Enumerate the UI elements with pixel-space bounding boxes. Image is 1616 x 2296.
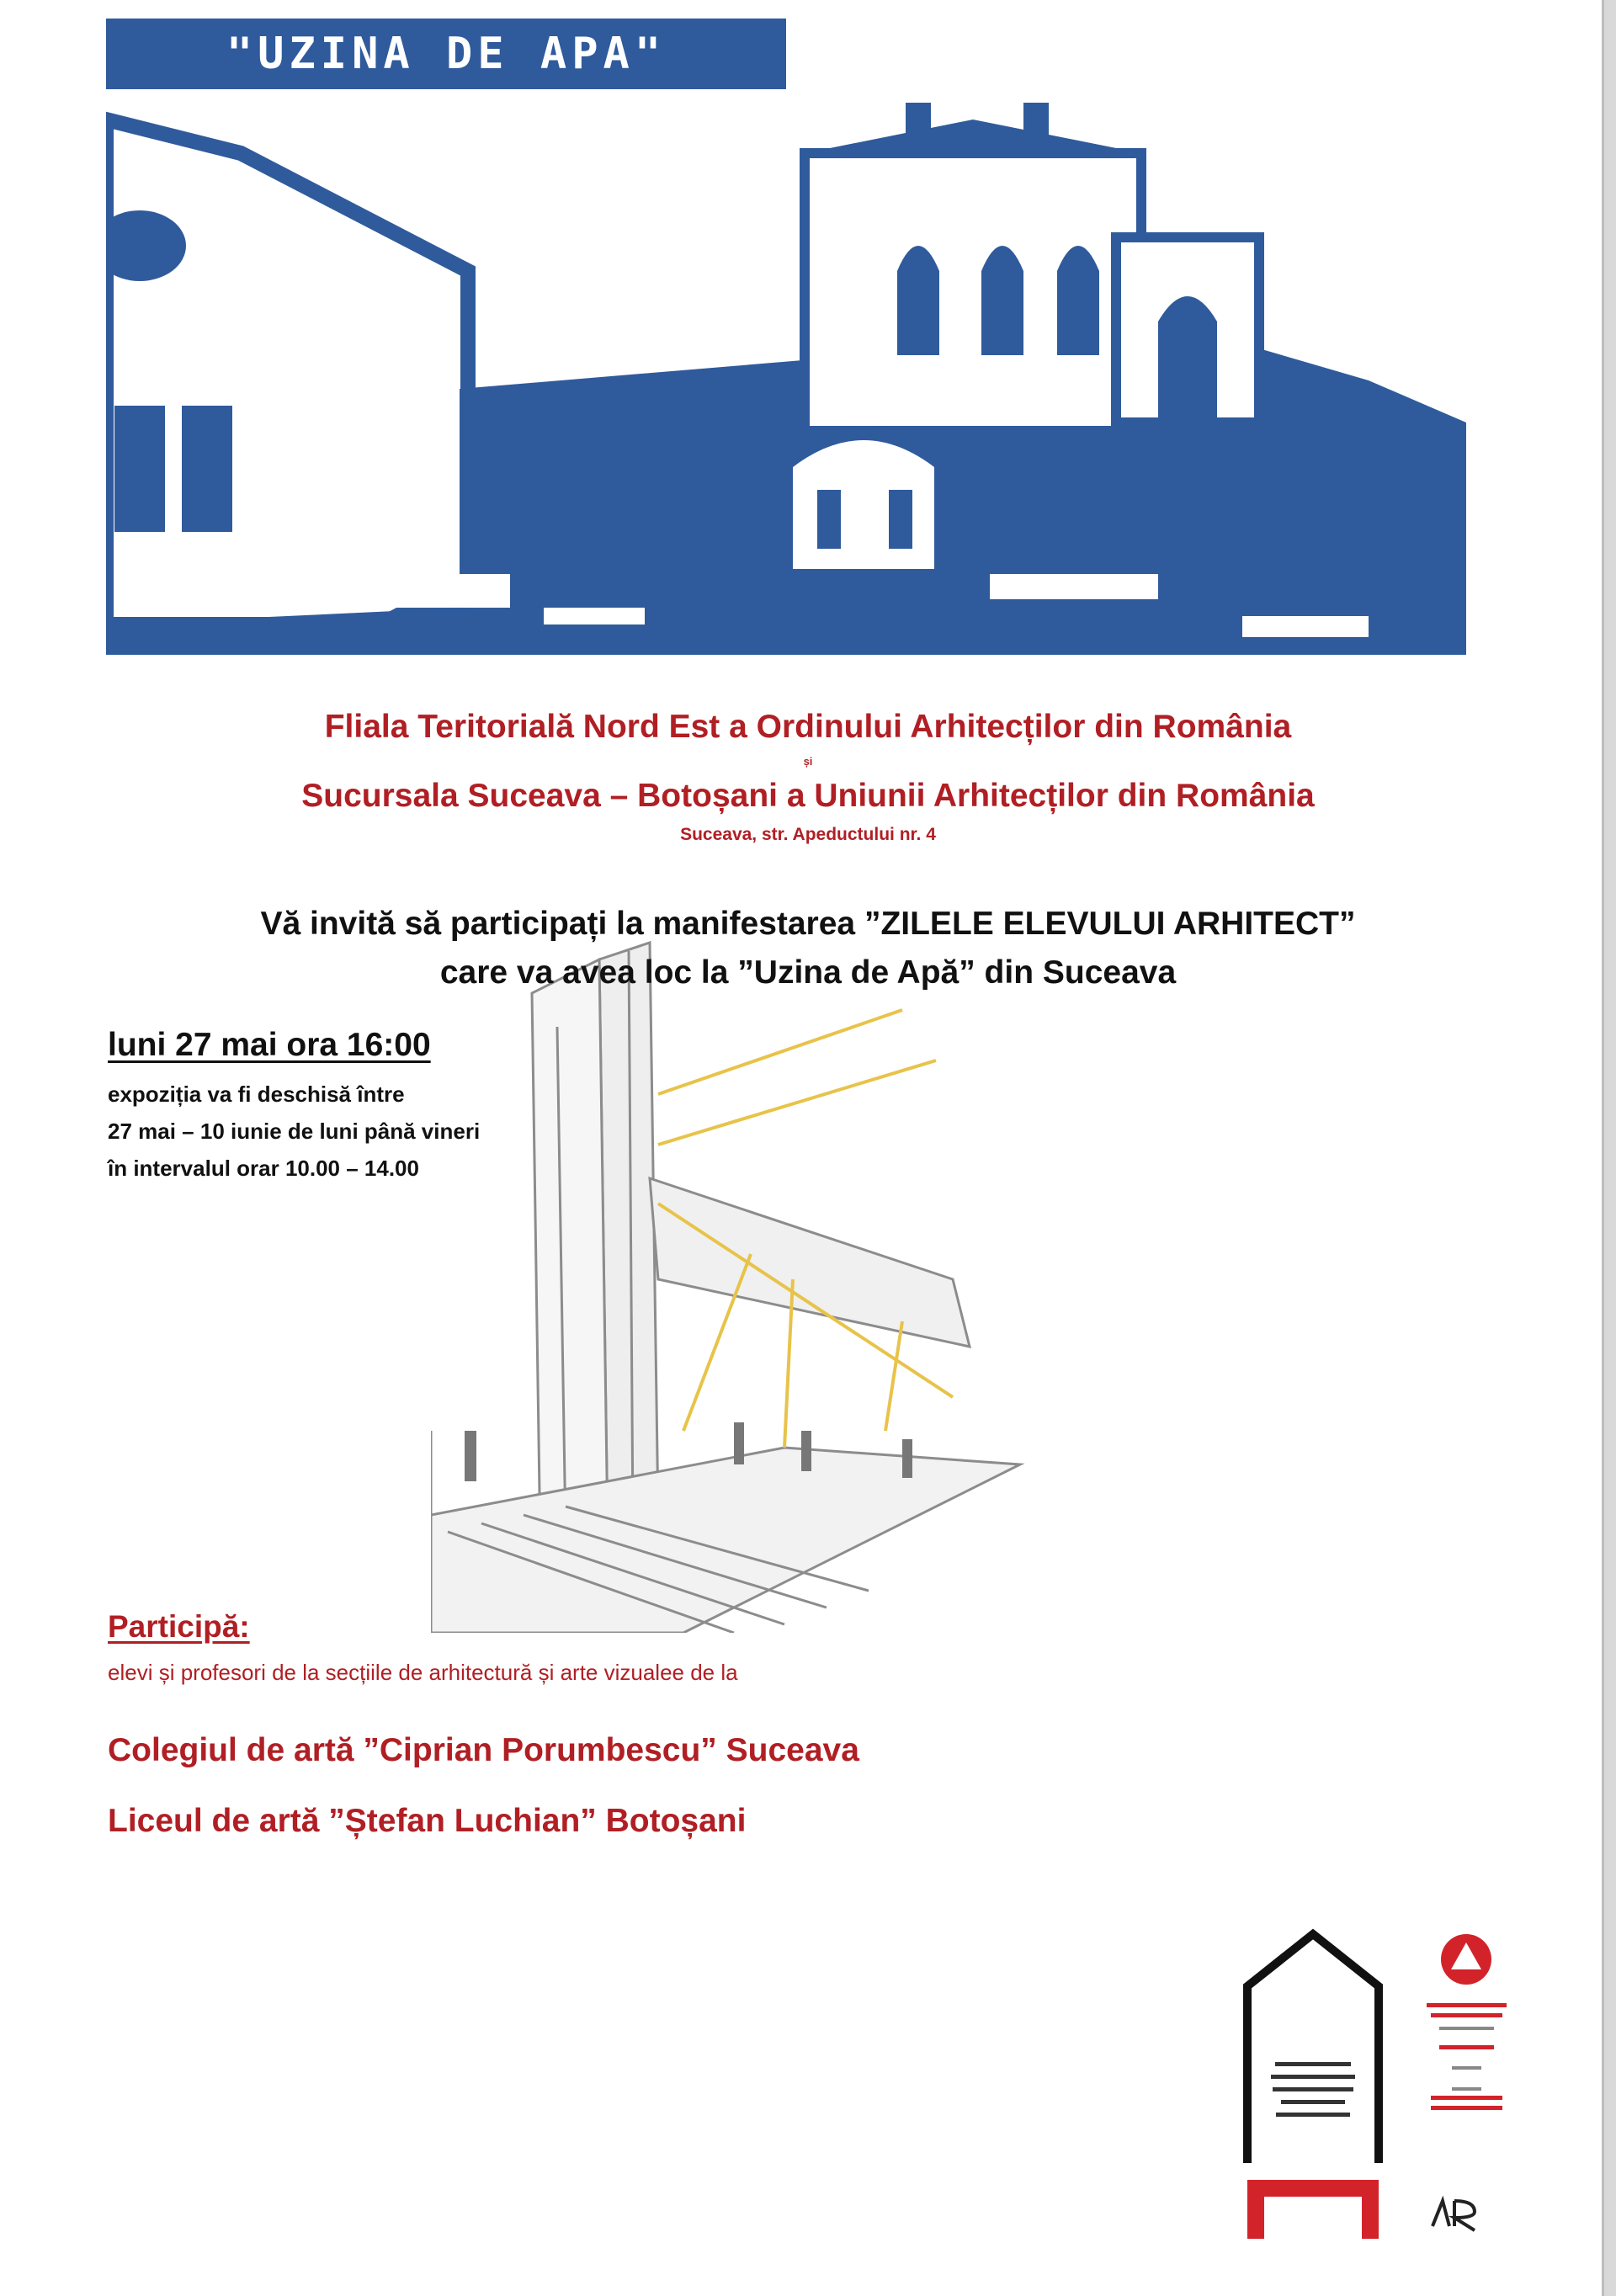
event-date: luni 27 mai ora 16:00	[108, 1027, 431, 1063]
organizer-conjunction: și	[803, 755, 813, 768]
poster-title: "UZINA DE APA"	[106, 19, 786, 89]
sponsor-logos	[1237, 1927, 1532, 2256]
organizer-line-2: Sucursala Suceava – Botoșani a Uniunii Arhitecților din România	[301, 778, 1315, 814]
school-name: Liceul de artă ”Ștefan Luchian” Botoșani	[108, 1803, 747, 1839]
organizer-line-1: Fliala Teritorială Nord Est a Ordinului Arhitecților din România	[324, 709, 1292, 745]
invitation-line-2: care va avea loc la ”Uzina de Apă” din Suceava	[439, 954, 1177, 991]
schedule-line: 27 mai – 10 iunie de luni până vineri	[108, 1119, 481, 1144]
invitation-line-1: Vă invită să participați la manifestarea ”ZILELE ELEVULUI ARHITECT”	[260, 906, 1356, 942]
architecture-sketch	[431, 926, 1138, 1633]
participants-heading: Participă:	[108, 1609, 250, 1644]
school-name: Colegiul de artă ”Ciprian Porumbescu” Suceava	[108, 1732, 859, 1768]
organizer-address: Suceava, str. Apeductului nr. 4	[680, 825, 936, 844]
schedule-line: expoziția va fi deschisă între	[108, 1082, 405, 1107]
page-edge	[1602, 0, 1616, 2296]
participants-description: elevi și profesori de la secțiile de arhitectură și arte vizualee de la	[108, 1660, 738, 1685]
schedule-line: în intervalul orar 10.00 – 14.00	[108, 1156, 419, 1181]
hero-illustration	[106, 103, 1466, 655]
